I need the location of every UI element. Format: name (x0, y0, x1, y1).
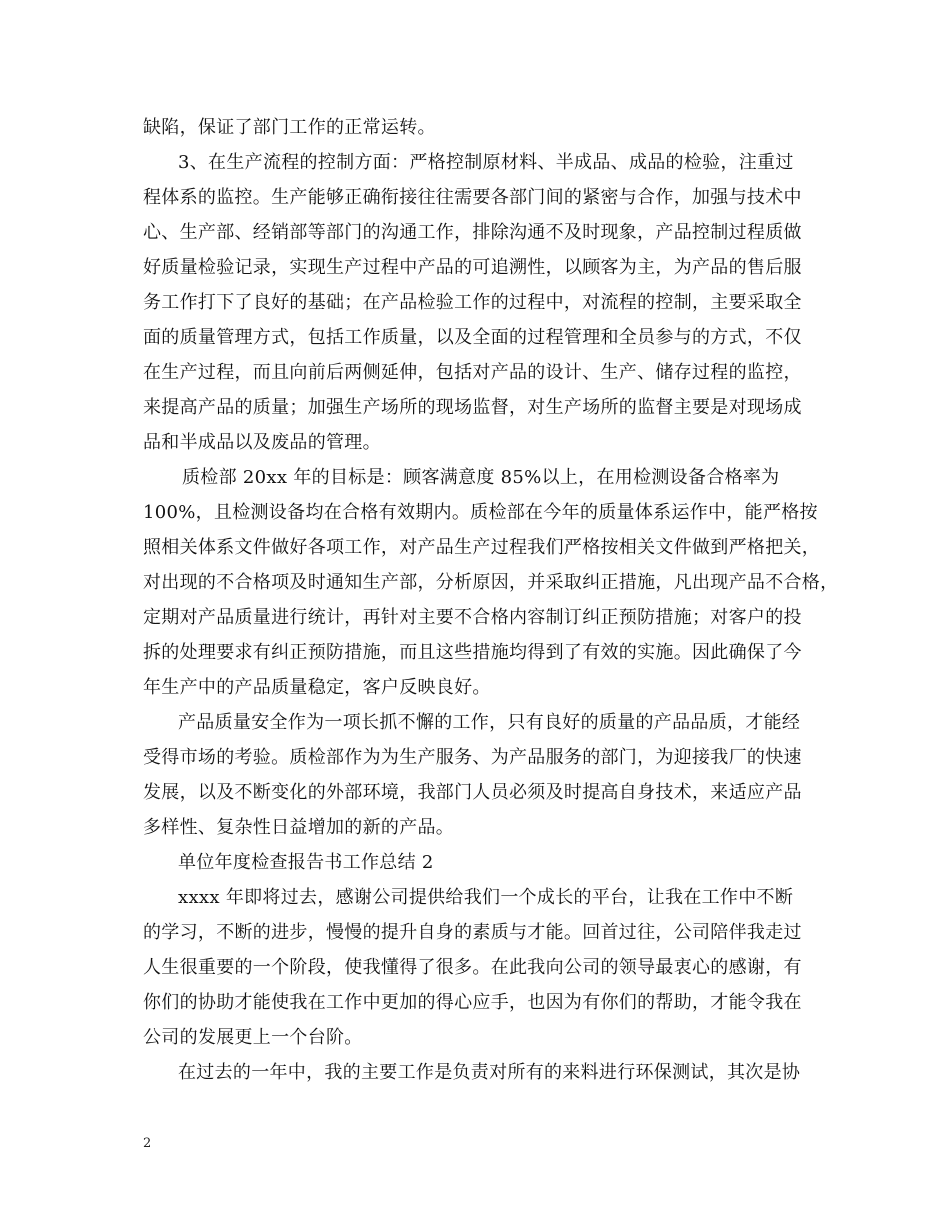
paragraph-line: 拆的处理要求有纠正预防措施，而且这些措施均得到了有效的实施。因此确保了今 (143, 642, 802, 663)
paragraph-line: 的学习，不断的进步，慢慢的提升自身的素质与才能。回首过往，公司陪伴我走过 (143, 922, 802, 943)
paragraph-line: 受得市场的考验。质检部作为为生产服务、为产品服务的部门，为迎接我厂的快速 (143, 747, 802, 768)
paragraph-line: 面的质量管理方式，包括工作质量，以及全面的过程管理和全员参与的方式，不仅 (143, 327, 802, 348)
paragraph-line: 来提高产品的质量；加强生产场所的现场监督，对生产场所的监督主要是对现场成 (143, 397, 802, 418)
paragraph-line: 心、生产部、经销部等部门的沟通工作，排除沟通不及时现象，产品控制过程质做 (143, 222, 802, 243)
paragraph-line: 在过去的一年中，我的主要工作是负责对所有的来料进行环保测试，其次是协 (178, 1062, 801, 1083)
paragraph-line: 在生产过程，而且向前后两侧延伸，包括对产品的设计、生产、储存过程的监控， (143, 362, 802, 383)
paragraph-line: 你们的协助才能使我在工作中更加的得心应手，也因为有你们的帮助，才能令我在 (143, 992, 802, 1013)
paragraph-line: 产品质量安全作为一项长抓不懈的工作，只有良好的质量的产品品质，才能经 (178, 712, 801, 733)
paragraph-line: 公司的发展更上一个台阶。 (143, 1027, 363, 1048)
paragraph-line: 程体系的监控。生产能够正确衔接往往需要各部门间的紧密与合作，加强与技术中 (143, 187, 802, 208)
paragraph-line: 人生很重要的一个阶段，使我懂得了很多。在此我向公司的领导最衷心的感谢，有 (143, 957, 802, 978)
paragraph-line: 质检部 20xx 年的目标是：顾客满意度 85%以上，在用检测设备合格率为 (182, 467, 780, 488)
paragraph-line: 100%，且检测设备均在合格有效期内。质检部在今年的质量体系运作中，能严格按 (143, 502, 818, 523)
paragraph-line: xxxx 年即将过去，感谢公司提供给我们一个成长的平台，让我在工作中不断 (178, 887, 794, 908)
paragraph-line: 3、在生产流程的控制方面：严格控制原材料、半成品、成品的检验，注重过 (178, 152, 794, 173)
paragraph-line: 缺陷，保证了部门工作的正常运转。 (143, 117, 436, 138)
paragraph-line: 定期对产品质量进行统计，再针对主要不合格内容制订纠正预防措施；对客户的投 (143, 607, 802, 628)
paragraph-line: 务工作打下了良好的基础；在产品检验工作的过程中，对流程的控制，主要采取全 (143, 292, 802, 313)
paragraph-line: 年生产中的产品质量稳定，客户反映良好。 (143, 677, 491, 698)
paragraph-line: 品和半成品以及废品的管理。 (143, 432, 381, 453)
paragraph-line: 照相关体系文件做好各项工作，对产品生产过程我们严格按相关文件做到严格把关， (143, 537, 821, 558)
page-number: 2 (143, 1136, 152, 1151)
paragraph-line: 好质量检验记录，实现生产过程中产品的可追溯性，以顾客为主，为产品的售后服 (143, 257, 802, 278)
section-title: 单位年度检查报告书工作总结 2 (178, 852, 434, 873)
paragraph-line: 对出现的不合格项及时通知生产部，分析原因，并采取纠正措施，凡出现产品不合格， (143, 572, 839, 593)
paragraph-line: 发展，以及不断变化的外部环境，我部门人员必须及时提高自身技术，来适应产品 (143, 782, 802, 803)
paragraph-line: 多样性、复杂性日益增加的新的产品。 (143, 817, 455, 838)
